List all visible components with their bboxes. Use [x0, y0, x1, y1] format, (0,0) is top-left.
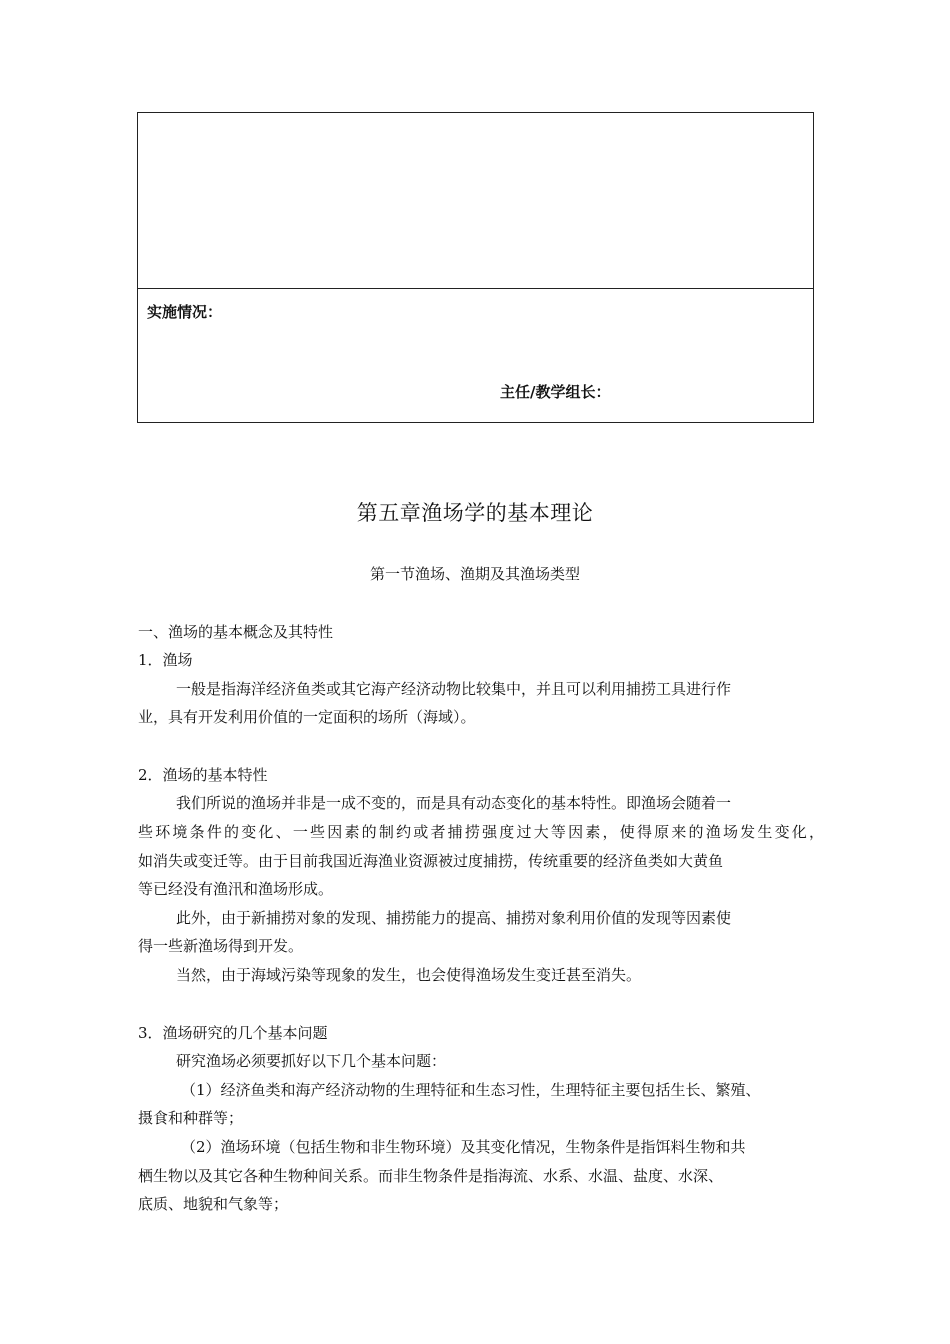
- subheading-characteristics: 2．渔场的基本特性: [138, 766, 268, 784]
- paragraph-line: 得一些新渔场得到开发。: [138, 937, 304, 955]
- paragraph-line: 我们所说的渔场并非是一成不变的，而是具有动态变化的基本特性。即渔场会随着一: [176, 794, 732, 812]
- list-item-line: 底质、地貌和气象等；: [138, 1195, 289, 1213]
- paragraph-line: 当然，由于海域污染等现象的发生，也会使得渔场发生变迁甚至消失。: [176, 966, 642, 984]
- chapter-title: 第五章渔场学的基本理论: [356, 501, 594, 525]
- list-item-line: 摄食和种群等；: [138, 1109, 244, 1127]
- paragraph-line: 如消失或变迁等。由于目前我国近海渔业资源被过度捕捞，传统重要的经济鱼类如大黄鱼: [138, 852, 724, 870]
- paragraph-line: 一般是指海洋经济鱼类或其它海产经济动物比较集中，并且可以利用捕捞工具进行作: [176, 680, 732, 698]
- section-title: 第一节渔场、渔期及其渔场类型: [369, 565, 580, 583]
- implementation-label: 实施情况：: [147, 303, 223, 321]
- paragraph-line: 些环境条件的变化、一些因素的制约或者捕捞强度过大等因素，使得原来的渔场发生变化，: [138, 823, 824, 841]
- subheading-research-problems: 3．渔场研究的几个基本问题: [138, 1024, 328, 1042]
- paragraph-line: 研究渔场必须要抓好以下几个基本问题：: [176, 1052, 447, 1070]
- signature-label: 主任/教学组长：: [500, 383, 611, 401]
- heading-1: 一、渔场的基本概念及其特性: [138, 623, 334, 641]
- list-item-line: （1）经济鱼类和海产经济动物的生理特征和生态习性，生理特征主要包括生长、繁殖、: [181, 1081, 761, 1099]
- paragraph-line: 此外，由于新捕捞对象的发现、捕捞能力的提高、捕捞对象利用价值的发现等因素使: [176, 909, 732, 927]
- paragraph-line: 等已经没有渔汛和渔场形成。: [138, 880, 334, 898]
- list-item-line: 栖生物以及其它各种生物种间关系。而非生物条件是指海流、水系、水温、盐度、水深、: [138, 1167, 724, 1185]
- list-item-line: （2）渔场环境（包括生物和非生物环境）及其变化情况，生物条件是指饵料生物和共: [181, 1138, 746, 1156]
- subheading-fishing-ground: 1．渔场: [138, 651, 193, 669]
- paragraph-line: 业，具有开发利用价值的一定面积的场所（海域）。: [138, 708, 476, 726]
- form-blank-area: [138, 113, 813, 289]
- implementation-form: [137, 112, 814, 423]
